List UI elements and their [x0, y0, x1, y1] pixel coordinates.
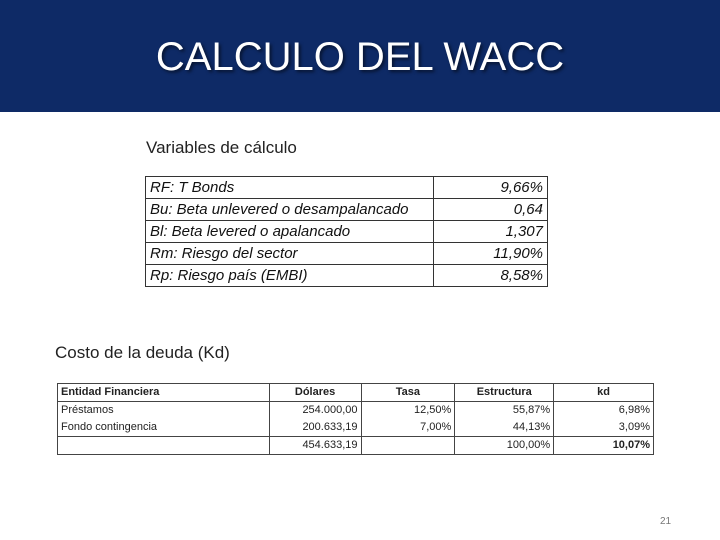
table-row	[146, 177, 548, 199]
variable-value: 9,66%	[434, 177, 548, 199]
tasa-cell: 12,50%	[361, 402, 455, 420]
page-number: 21	[660, 516, 672, 527]
total-estructura-cell: 100,00%	[455, 437, 554, 455]
dolares-cell: 200.633,19	[269, 419, 361, 437]
total-row	[58, 437, 654, 455]
dolares-cell: 254.000,00	[269, 402, 361, 420]
variable-name: Rm: Riesgo del sector	[146, 243, 434, 265]
total-dolares-cell: 454.633,19	[269, 437, 361, 455]
entidad-cell: Préstamos	[58, 402, 270, 420]
slide-title: CALCULO DEL WACC	[155, 35, 565, 79]
debt-cost-label: Costo de la deuda (Kd)	[55, 343, 230, 362]
estructura-cell: 55,87%	[455, 402, 554, 420]
header-dolares: Dólares	[269, 384, 361, 402]
debt-cost-table	[57, 383, 654, 455]
table-header-row	[58, 384, 654, 402]
total-tasa-cell	[361, 437, 455, 455]
variable-name: RF: T Bonds	[146, 177, 434, 199]
variables-table	[145, 176, 548, 287]
estructura-cell: 44,13%	[455, 419, 554, 437]
total-entidad-cell	[58, 437, 270, 455]
kd-cell: 3,09%	[554, 419, 654, 437]
table-row	[146, 221, 548, 243]
kd-cell: 6,98%	[554, 402, 654, 420]
table-row	[146, 265, 548, 287]
table-row	[58, 402, 654, 420]
variable-value: 0,64	[434, 199, 548, 221]
header-estructura: Estructura	[455, 384, 554, 402]
header-tasa: Tasa	[361, 384, 455, 402]
header-kd: kd	[554, 384, 654, 402]
variable-value: 8,58%	[434, 265, 548, 287]
entidad-cell: Fondo contingencia	[58, 419, 270, 437]
tasa-cell: 7,00%	[361, 419, 455, 437]
variable-value: 1,307	[434, 221, 548, 243]
header-entidad: Entidad Financiera	[58, 384, 270, 402]
variable-value: 11,90%	[434, 243, 548, 265]
variables-label: Variables de cálculo	[146, 138, 297, 157]
variable-name: Rp: Riesgo país (EMBI)	[146, 265, 434, 287]
variable-name: Bl: Beta levered o apalancado	[146, 221, 434, 243]
table-row	[146, 243, 548, 265]
variable-name: Bu: Beta unlevered o desampalancado	[146, 199, 434, 221]
total-kd-cell: 10,07%	[554, 437, 654, 455]
table-row	[146, 199, 548, 221]
table-row	[58, 419, 654, 437]
